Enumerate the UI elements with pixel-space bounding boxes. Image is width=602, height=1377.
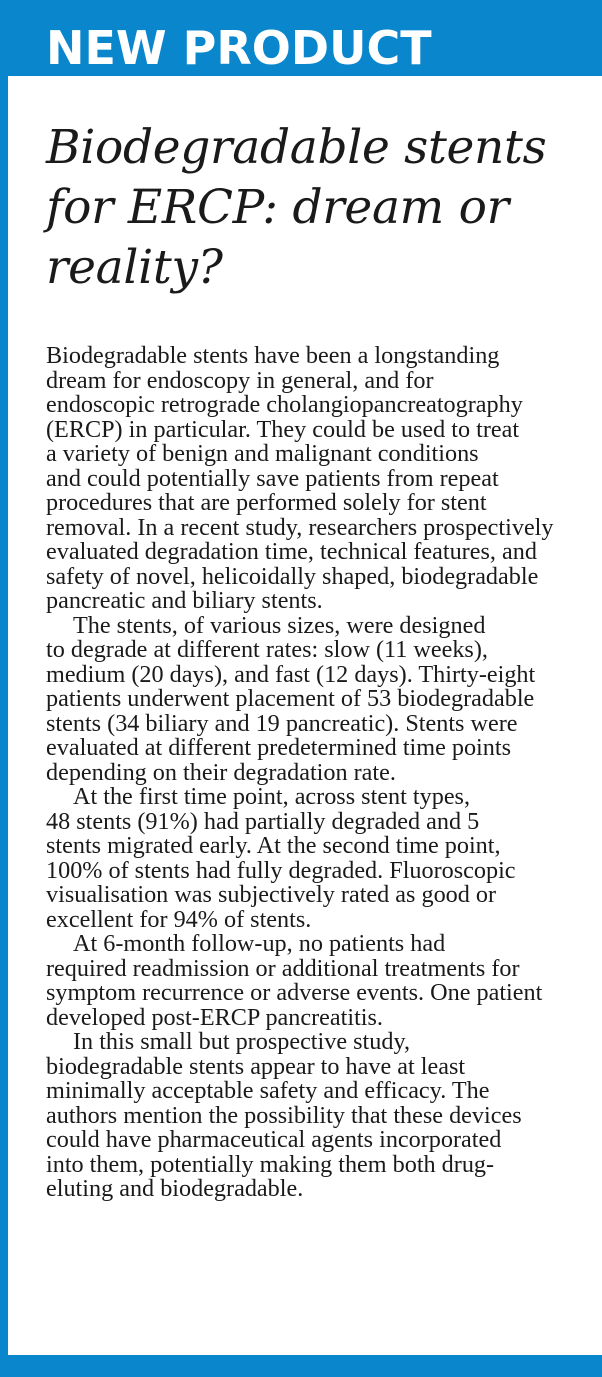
bottom-frame-border bbox=[0, 1355, 602, 1377]
section-label: NEW PRODUCT bbox=[46, 21, 432, 75]
article-title: Biodegradable stents for ERCP: dream or reality? bbox=[46, 120, 547, 295]
article-paragraph-4: At 6-month follow-up, no patients had required readmission or additional treatments for symptom recurrence or adverse events. One patient developed post-ERCP pancreatitis. bbox=[46, 930, 543, 1031]
article-body bbox=[46, 344, 602, 1202]
article-paragraph-5: In this small but prospective study, biodegradable stents appear to have at least minimally acceptable safety and efficacy. The authors mention the possibility that these devices could have pharmaceutical agents incorporated into them, potentially making them both drug- eluting and biodegradable. bbox=[46, 1028, 522, 1202]
article-paragraph-3: At the first time point, across stent types, 48 stents (91%) had partially degraded and 5 stents migrated early. At the second time point, 100% of stents had fully degraded. Fluoroscopic visualisation was subjectively rated as good or excellent for 94% of stents. bbox=[46, 783, 516, 933]
article-paragraph-1: Biodegradable stents have been a longstanding dream for endoscopy in general, and for endoscopic retrograde cholangiopancreatography (ERCP) in particular. They could be used to treat a variety of benign and malignant conditions and could potentially save patients from repeat procedures that are performed solely for stent removal. In a recent study, researchers prospectively evaluated degradation time, technical features, and safety of novel, helicoidally shaped, biodegradable pancreatic and biliary stents. bbox=[46, 342, 554, 614]
left-frame-border bbox=[0, 0, 8, 1377]
article-paragraph-2: The stents, of various sizes, were designed to degrade at different rates: slow (11 weeks), medium (20 days), and fast (12 days). Thirty-eight patients underwent placement of 53 biodegradable stents (34 biliary and 19 pancreatic). Stents were evaluated at different predetermined time points depending on their degradation rate. bbox=[46, 611, 536, 786]
